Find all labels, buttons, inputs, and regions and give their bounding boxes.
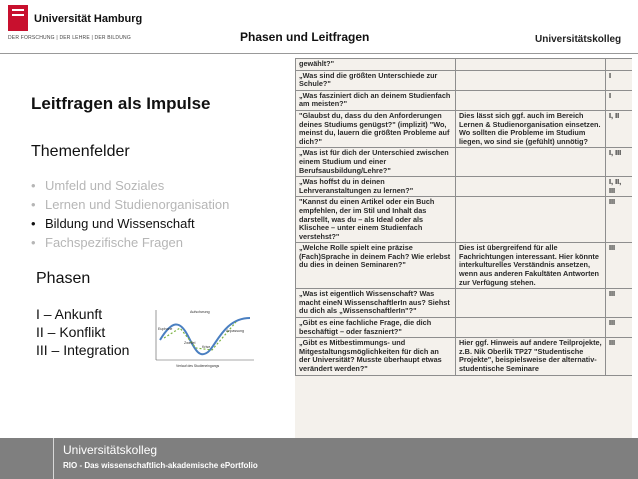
phase-cell: III — [606, 243, 633, 289]
university-logo — [8, 5, 143, 51]
diagram-label-euphoria: Euphorie — [158, 327, 173, 331]
question-cell: gewählt?" — [296, 59, 456, 71]
note-cell: Dies ist übergreifend für alle Fachrichtungen interessant. Hier könnte interkulturelles Verständnis ansetzen, wenn aus anderen Fakultäten Antworten zur Verfügung stehen. — [456, 243, 606, 289]
phase-cell: III — [606, 318, 633, 338]
phase-cell: III — [606, 197, 633, 243]
note-cell — [456, 318, 606, 338]
table-row — [296, 197, 633, 243]
uhh-emblem-icon — [8, 5, 28, 31]
themenfeld-item-active: • Bildung und Wissenschaft — [31, 216, 195, 231]
note-cell — [456, 70, 606, 90]
kolleg-logo-text: Universitätskolleg — [535, 34, 622, 45]
question-cell: "Kannst du einen Artikel oder ein Buch empfehlen, der im Stil und Inhalt das darstellt, was du – als Ideal oder als Klischee – unter einem Studienfach verstehst?" — [296, 197, 456, 243]
footer-title: Universitätskolleg — [63, 443, 158, 457]
note-cell — [456, 59, 606, 71]
themenfelder-list — [31, 176, 229, 252]
diagram-label-doubt: Zweifel — [184, 341, 196, 345]
diagram-axis-label: Verlauf des Studieneingangs — [176, 364, 220, 368]
phase-cell: III — [606, 289, 633, 318]
university-tagline: DER FORSCHUNG | DER LEHRE | DER BILDUNG — [8, 35, 131, 41]
note-cell — [456, 148, 606, 177]
phase-item: III – Integration — [36, 342, 130, 358]
themenfelder-label: Themenfelder — [31, 143, 130, 160]
table-row — [296, 243, 633, 289]
question-cell: „Gibt es Mitbestimmungs- und Mitgestaltungsmöglichkeiten für dich an der Universität? Musste überhaupt etwas verändert werden?" — [296, 338, 456, 375]
phasen-label: Phasen — [36, 270, 91, 287]
themenfeld-item: • Lernen und Studienorganisation — [31, 197, 230, 212]
footer-accent-line — [53, 438, 54, 479]
table-row — [296, 59, 633, 71]
note-cell — [456, 289, 606, 318]
table-row — [296, 338, 633, 375]
phase-cell: I, II, III — [606, 177, 633, 197]
leitfragen-table — [295, 58, 632, 438]
footer-subtitle: RIO - Das wissenschaftlich-akademische ePortfolio — [63, 461, 258, 470]
header-divider — [0, 53, 638, 54]
diagram-label-crisis: Krise — [202, 345, 211, 349]
question-cell: „Welche Rolle spielt eine präzise (Fach)Sprache in deinem Fach? Wie erlebst du dies in deinen Seminaren?" — [296, 243, 456, 289]
phase-cell: I — [606, 70, 633, 90]
themenfeld-item: • Umfeld und Soziales — [31, 178, 165, 193]
themenfeld-item: • Fachspezifische Fragen — [31, 235, 184, 250]
question-cell: „Was ist eigentlich Wissenschaft? Was macht eineN WissenschaftlerIn aus? Siehst du dich als „WissenschaftlerIn"?" — [296, 289, 456, 318]
phase-cell: I, III — [606, 148, 633, 177]
phase-curve-diagram — [150, 306, 258, 370]
note-cell — [456, 197, 606, 243]
phase-cell — [606, 59, 633, 71]
phase-cell: I, II — [606, 110, 633, 147]
question-cell: "Glaubst du, dass du den Anforderungen deines Studiums genügst?" (implizit) "Wo, meinst du, lauern die größten Probleme auf dich?" — [296, 110, 456, 147]
table-row — [296, 148, 633, 177]
table-row — [296, 289, 633, 318]
phase-cell: III — [606, 338, 633, 375]
university-name: Universität Hamburg — [34, 13, 143, 25]
phase-item: II – Konflikt — [36, 324, 106, 340]
note-cell — [456, 177, 606, 197]
question-cell: „Was sind die größten Unterschiede zur Schule?" — [296, 70, 456, 90]
phase-curve-secondary — [164, 322, 236, 350]
phase-item: I – Ankunft — [36, 306, 103, 322]
section-heading: Leitfragen als Impulse — [31, 94, 211, 113]
leitfragen-table-grid — [295, 58, 632, 376]
table-row — [296, 318, 633, 338]
diagram-label-top: Aufschwung — [190, 310, 210, 314]
table-row — [296, 177, 633, 197]
question-cell: „Gibt es eine fachliche Frage, die dich beschäftigt – oder faszniert?" — [296, 318, 456, 338]
diagram-label-adapt: Anpassung — [226, 329, 244, 333]
question-cell: „Was fasziniert dich an deinem Studienfach am meisten?" — [296, 90, 456, 110]
slide-title: Phasen und Leitfragen — [240, 30, 370, 44]
question-cell: „Was ist für dich der Unterschied zwischen einem Studium und einer Berufsausbildung/Lehre?" — [296, 148, 456, 177]
table-row — [296, 90, 633, 110]
note-cell — [456, 90, 606, 110]
table-row — [296, 110, 633, 147]
note-cell: Dies lässt sich ggf. auch im Bereich Lernen & Studienorganisation einsetzen. Wo sollten die Probleme im Studium liegen, wo sind sie (gefühlt) unnötig? — [456, 110, 606, 147]
question-cell: „Was hoffst du in deinen Lehrveranstaltungen zu lernen?" — [296, 177, 456, 197]
phase-cell: I — [606, 90, 633, 110]
phasen-list — [36, 305, 129, 359]
note-cell: Hier ggf. Hinweis auf andere Teilprojekte, z.B. Nik Oberlik TP27 "Studentische Projekte", beispielsweise der alternativ-studentische Seminare — [456, 338, 606, 375]
table-row — [296, 70, 633, 90]
